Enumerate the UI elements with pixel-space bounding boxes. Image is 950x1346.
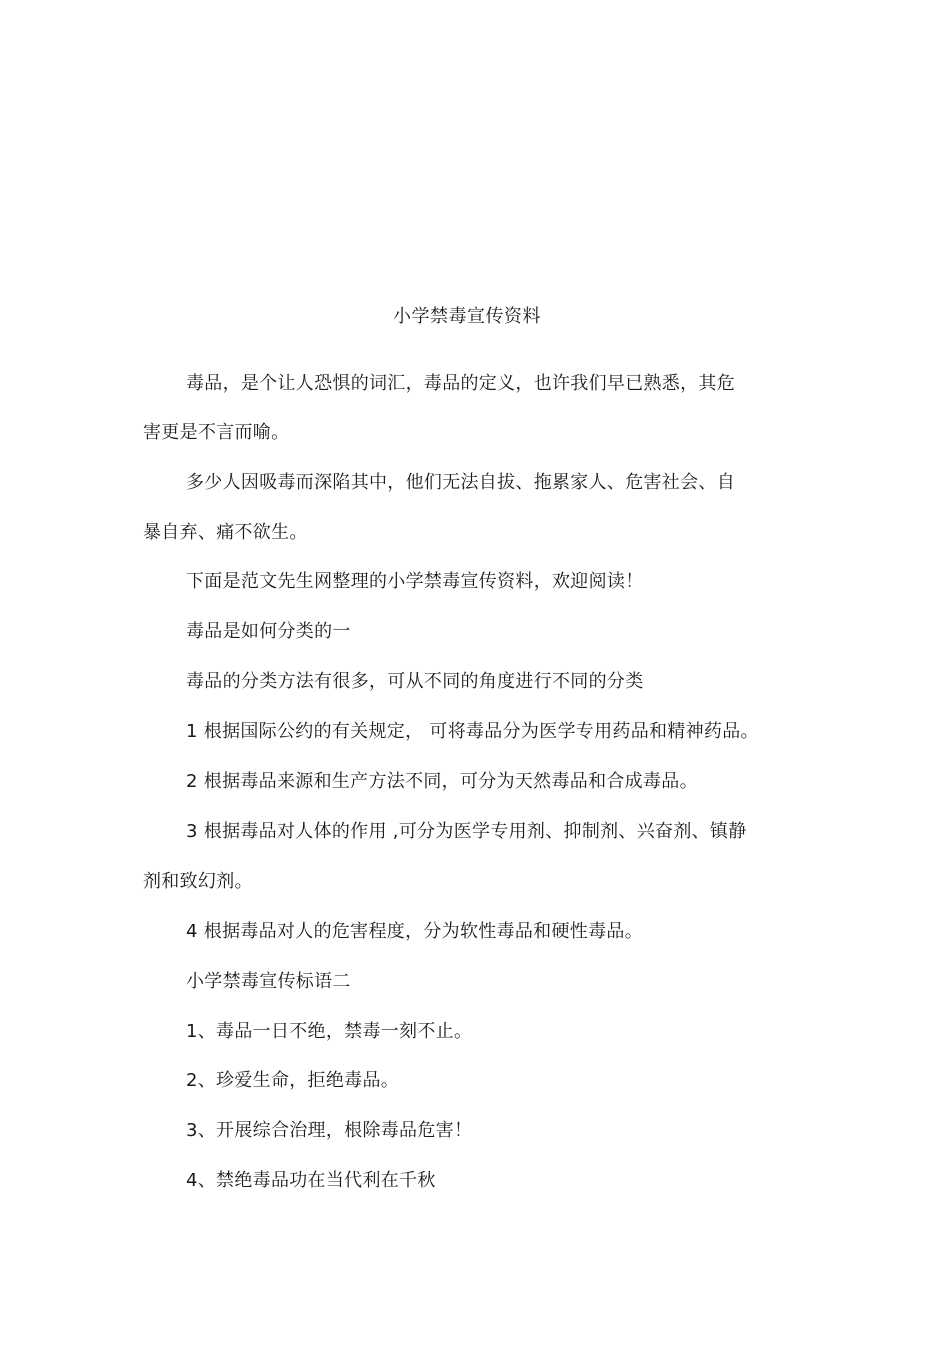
list-item: 4 根据毒品对人的危害程度，分为软性毒品和硬性毒品。 (186, 921, 643, 942)
list-item-continuation: 剂和致幻剂。 (143, 871, 253, 892)
slogan-item: 3、开展综合治理，根除毒品危害！ (186, 1120, 473, 1141)
section-heading: 毒品是如何分类的一 (186, 621, 351, 642)
paragraph-line: 害更是不言而喻。 (143, 422, 290, 443)
paragraph-line: 下面是范文先生网整理的小学禁毒宣传资料，欢迎阅读！ (186, 571, 644, 592)
paragraph-line: 多少人因吸毒而深陷其中，他们无法自拔、拖累家人、危害社会、自 (186, 472, 735, 493)
list-item: 1 根据国际公约的有关规定， 可将毒品分为医学专用药品和精神药品。 (186, 721, 759, 742)
section-heading: 小学禁毒宣传标语二 (186, 971, 351, 992)
paragraph-line: 暴自弃、痛不欲生。 (143, 522, 308, 543)
paragraph-line: 毒品的分类方法有很多，可从不同的角度进行不同的分类 (186, 671, 644, 692)
paragraph-line: 毒品，是个让人恐惧的词汇，毒品的定义，也许我们早已熟悉，其危 (186, 373, 735, 394)
list-item: 3 根据毒品对人体的作用 ,可分为医学专用剂、抑制剂、兴奋剂、镇静 (186, 821, 747, 842)
page-title: 小学禁毒宣传资料 (393, 306, 541, 327)
slogan-item: 4、禁绝毒品功在当代利在千秋 (186, 1170, 436, 1191)
slogan-item: 2、珍爱生命，拒绝毒品。 (186, 1070, 400, 1091)
list-item: 2 根据毒品来源和生产方法不同，可分为天然毒品和合成毒品。 (186, 771, 698, 792)
slogan-item: 1、毒品一日不绝，禁毒一刻不止。 (186, 1021, 473, 1042)
